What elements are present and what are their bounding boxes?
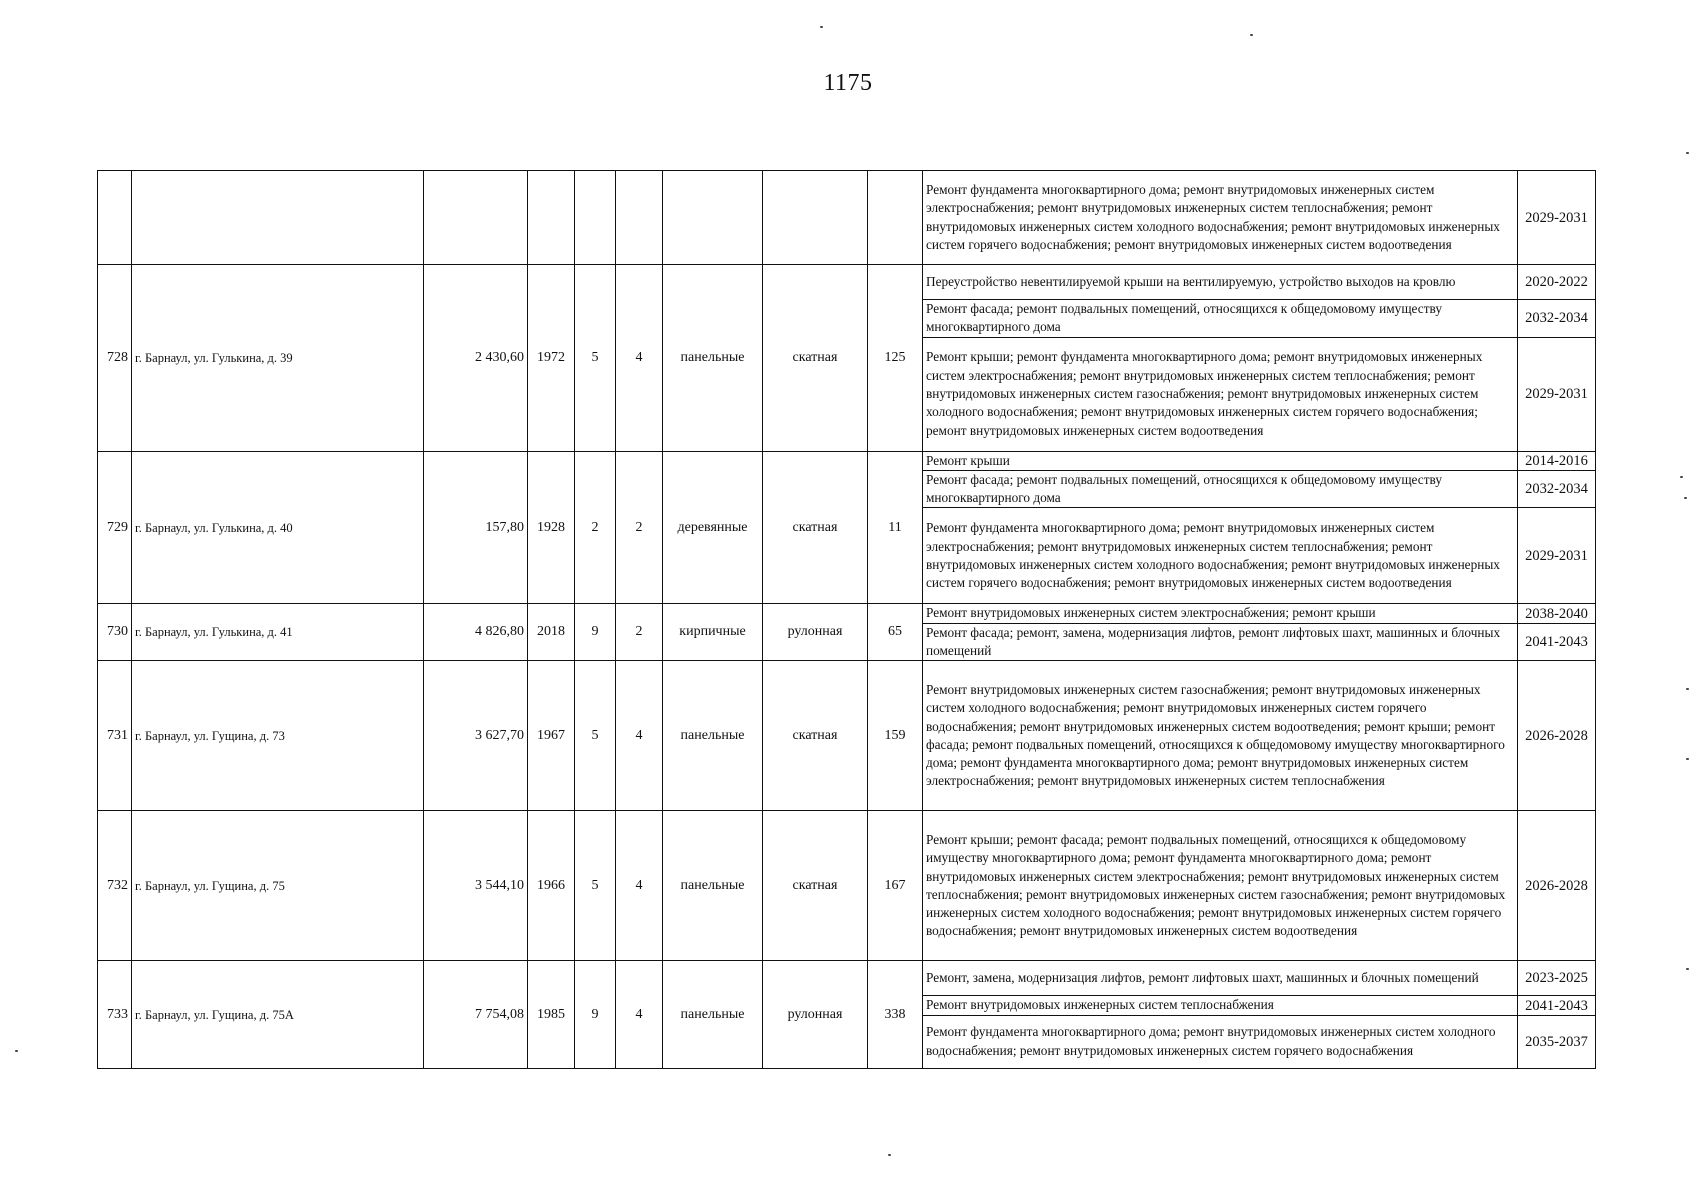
table-row [98, 811, 1596, 961]
period-cell: 2035-2037 [1518, 1015, 1596, 1068]
work-description-cell: Ремонт фасада; ремонт подвальных помещений, относящихся к общедомовому имуществу многоквартирного дома [923, 470, 1518, 508]
work-description-cell: Ремонт фасада; ремонт подвальных помещений, относящихся к общедомовому имуществу многоквартирного дома [923, 300, 1518, 338]
entrances-cell [616, 171, 663, 265]
period-cell: 2023-2025 [1518, 961, 1596, 996]
floors-cell: 2 [575, 451, 616, 604]
scan-speck [1680, 476, 1683, 478]
period-cell: 2029-2031 [1518, 171, 1596, 265]
wall-material-cell: деревянные [663, 451, 763, 604]
table-body [98, 171, 1596, 1069]
work-description-cell: Ремонт крыши [923, 451, 1518, 470]
residents-cell [868, 171, 923, 265]
address-cell: г. Барнаул, ул. Гущина, д. 73 [132, 661, 424, 811]
work-description-cell: Ремонт, замена, модернизация лифтов, ремонт лифтовых шахт, машинных и блочных помещений [923, 961, 1518, 996]
row-number-cell: 733 [98, 961, 132, 1068]
address-cell: г. Барнаул, ул. Гулькина, д. 40 [132, 451, 424, 604]
roof-type-cell: скатная [763, 265, 868, 452]
total-area-cell: 157,80 [424, 451, 528, 604]
table-row [98, 171, 1596, 265]
build-year-cell: 2018 [528, 604, 575, 661]
work-description-cell: Ремонт фасада; ремонт, замена, модернизация лифтов, ремонт лифтовых шахт, машинных и блочных помещений [923, 623, 1518, 661]
address-cell: г. Барнаул, ул. Гулькина, д. 41 [132, 604, 424, 661]
row-number-cell: 731 [98, 661, 132, 811]
table-row [98, 961, 1596, 996]
total-area-cell [424, 171, 528, 265]
total-area-cell: 3 627,70 [424, 661, 528, 811]
floors-cell: 5 [575, 811, 616, 961]
period-cell: 2020-2022 [1518, 265, 1596, 300]
build-year-cell: 1972 [528, 265, 575, 452]
scan-speck [1686, 688, 1689, 690]
address-cell: г. Барнаул, ул. Гущина, д. 75А [132, 961, 424, 1068]
row-number-cell: 732 [98, 811, 132, 961]
scan-speck [1686, 968, 1689, 970]
entrances-cell: 2 [616, 604, 663, 661]
period-cell: 2032-2034 [1518, 470, 1596, 508]
floors-cell: 5 [575, 661, 616, 811]
entrances-cell: 2 [616, 451, 663, 604]
entrances-cell: 4 [616, 961, 663, 1068]
scan-speck [1686, 758, 1689, 760]
table-row [98, 451, 1596, 470]
total-area-cell: 4 826,80 [424, 604, 528, 661]
period-cell: 2029-2031 [1518, 508, 1596, 604]
roof-type-cell [763, 171, 868, 265]
period-cell: 2038-2040 [1518, 604, 1596, 623]
row-number-cell: 728 [98, 265, 132, 452]
page-number: 1175 [823, 70, 873, 96]
period-cell: 2026-2028 [1518, 661, 1596, 811]
residents-cell: 338 [868, 961, 923, 1068]
work-description-cell: Ремонт фундамента многоквартирного дома; ремонт внутридомовых инженерных систем холодного водоснабжения; ремонт внутридомовых инженерных систем горячего водоснабжения [923, 1015, 1518, 1068]
build-year-cell: 1985 [528, 961, 575, 1068]
scan-speck [15, 1050, 18, 1052]
address-cell [132, 171, 424, 265]
build-year-cell [528, 171, 575, 265]
wall-material-cell: кирпичные [663, 604, 763, 661]
work-description-cell: Ремонт внутридомовых инженерных систем электроснабжения; ремонт крыши [923, 604, 1518, 623]
entrances-cell: 4 [616, 265, 663, 452]
build-year-cell: 1928 [528, 451, 575, 604]
row-number-cell [98, 171, 132, 265]
period-cell: 2041-2043 [1518, 623, 1596, 661]
address-cell: г. Барнаул, ул. Гущина, д. 75 [132, 811, 424, 961]
scan-speck [1686, 152, 1689, 154]
work-description-cell: Ремонт внутридомовых инженерных систем газоснабжения; ремонт внутридомовых инженерных систем холодного водоснабжения; ремонт внутридомовых инженерных систем горячего водоснабжения; ремонт внутридомовых инженерных систем водоотведения; ремонт крыши; ремонт фасада; ремонт подвальных помещений, относящихся к общедомовому имуществу многоквартирного дома; ремонт фундамента многоквартирного дома; ремонт внутридомовых инженерных систем электроснабжения; ремонт внутридомовых инженерных систем теплоснабжения [923, 661, 1518, 811]
period-cell: 2041-2043 [1518, 996, 1596, 1015]
floors-cell [575, 171, 616, 265]
floors-cell: 9 [575, 961, 616, 1068]
table-row [98, 604, 1596, 623]
work-description-cell: Ремонт фундамента многоквартирного дома; ремонт внутридомовых инженерных систем электроснабжения; ремонт внутридомовых инженерных систем теплоснабжения; ремонт внутридомовых инженерных систем холодного водоснабжения; ремонт внутридомовых инженерных систем горячего водоснабжения; ремонт внутридомовых инженерных систем водоотведения [923, 171, 1518, 265]
roof-type-cell: скатная [763, 451, 868, 604]
entrances-cell: 4 [616, 661, 663, 811]
scan-speck [1684, 497, 1687, 499]
floors-cell: 9 [575, 604, 616, 661]
residents-cell: 167 [868, 811, 923, 961]
residents-cell: 65 [868, 604, 923, 661]
wall-material-cell: панельные [663, 265, 763, 452]
wall-material-cell: панельные [663, 811, 763, 961]
residents-cell: 159 [868, 661, 923, 811]
period-cell: 2032-2034 [1518, 300, 1596, 338]
table-row [98, 265, 1596, 300]
scan-speck [820, 26, 823, 28]
table-row [98, 661, 1596, 811]
wall-material-cell [663, 171, 763, 265]
roof-type-cell: рулонная [763, 961, 868, 1068]
wall-material-cell: панельные [663, 661, 763, 811]
residents-cell: 11 [868, 451, 923, 604]
roof-type-cell: скатная [763, 811, 868, 961]
work-description-cell: Переустройство невентилируемой крыши на вентилируемую, устройство выходов на кровлю [923, 265, 1518, 300]
row-number-cell: 729 [98, 451, 132, 604]
floors-cell: 5 [575, 265, 616, 452]
scan-speck [1250, 34, 1253, 36]
roof-type-cell: рулонная [763, 604, 868, 661]
work-description-cell: Ремонт фундамента многоквартирного дома; ремонт внутридомовых инженерных систем электроснабжения; ремонт внутридомовых инженерных систем теплоснабжения; ремонт внутридомовых инженерных систем холодного водоснабжения; ремонт внутридомовых инженерных систем горячего водоснабжения; ремонт внутридомовых инженерных систем водоотведения [923, 508, 1518, 604]
period-cell: 2014-2016 [1518, 451, 1596, 470]
wall-material-cell: панельные [663, 961, 763, 1068]
roof-type-cell: скатная [763, 661, 868, 811]
entrances-cell: 4 [616, 811, 663, 961]
work-description-cell: Ремонт крыши; ремонт фасада; ремонт подвальных помещений, относящихся к общедомовому имуществу многоквартирного дома; ремонт фундамента многоквартирного дома; ремонт внутридомовых инженерных систем электроснабжения; ремонт внутридомовых инженерных систем теплоснабжения; ремонт внутридомовых инженерных систем газоснабжения; ремонт внутридомовых инженерных систем холодного водоснабжения; ремонт внутридомовых инженерных систем горячего водоснабжения; ремонт внутридомовых инженерных систем водоотведения [923, 811, 1518, 961]
build-year-cell: 1967 [528, 661, 575, 811]
scan-speck [888, 1154, 891, 1156]
housing-register-table [97, 170, 1596, 1069]
address-cell: г. Барнаул, ул. Гулькина, д. 39 [132, 265, 424, 452]
work-description-cell: Ремонт внутридомовых инженерных систем теплоснабжения [923, 996, 1518, 1015]
row-number-cell: 730 [98, 604, 132, 661]
residents-cell: 125 [868, 265, 923, 452]
build-year-cell: 1966 [528, 811, 575, 961]
work-description-cell: Ремонт крыши; ремонт фундамента многоквартирного дома; ремонт внутридомовых инженерных систем электроснабжения; ремонт внутридомовых инженерных систем теплоснабжения; ремонт внутридомовых инженерных систем газоснабжения; ремонт внутридомовых инженерных систем холодного водоснабжения; ремонт внутридомовых инженерных систем горячего водоснабжения; ремонт внутридомовых инженерных систем водоотведения [923, 337, 1518, 451]
period-cell: 2026-2028 [1518, 811, 1596, 961]
total-area-cell: 3 544,10 [424, 811, 528, 961]
total-area-cell: 2 430,60 [424, 265, 528, 452]
period-cell: 2029-2031 [1518, 337, 1596, 451]
total-area-cell: 7 754,08 [424, 961, 528, 1068]
